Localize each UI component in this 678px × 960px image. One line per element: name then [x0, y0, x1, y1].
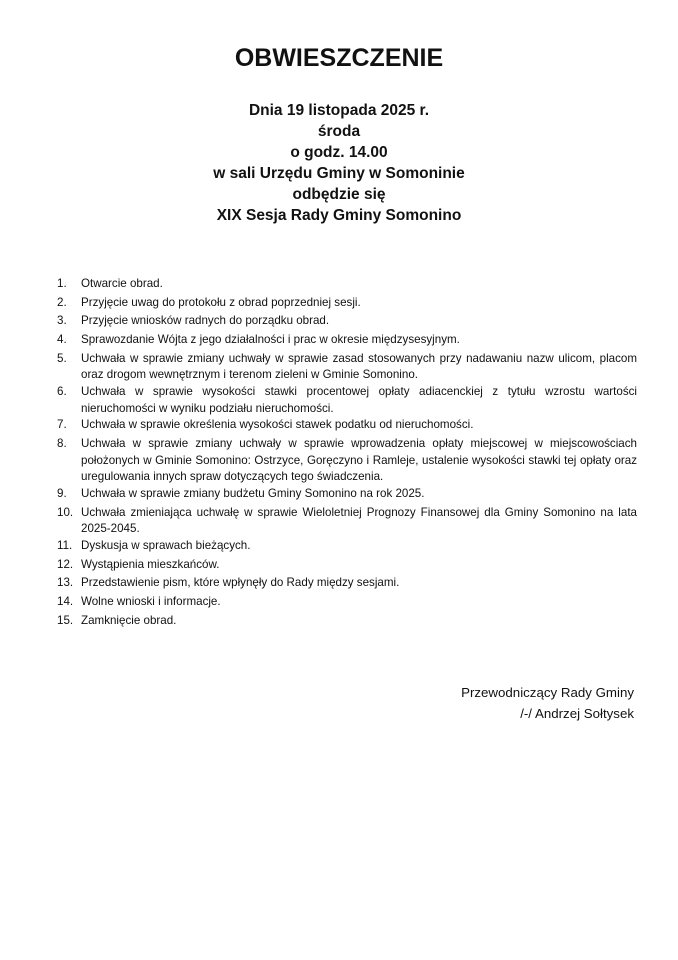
agenda-item-number: 8. [57, 437, 67, 451]
agenda-item-text: Przyjęcie wniosków radnych do porządku obrad. [81, 314, 330, 328]
agenda-item-text: Uchwała w sprawie wysokości stawki procentowej opłaty adiacenckiej z tytułu wzrostu wartości nieruchomości w wyniku podziału nieruchomości. [81, 385, 637, 415]
agenda-item-text: Uchwała w sprawie określenia wysokości stawek podatku od nieruchomości. [81, 418, 474, 432]
agenda-item-text: Uchwała zmieniająca uchwałę w sprawie Wieloletniej Prognozy Finansowej dla Gminy Somonino na lata 2025-2045. [81, 505, 637, 535]
agenda-item [57, 417, 637, 433]
agenda-item [57, 575, 637, 591]
agenda-list [57, 276, 637, 631]
agenda-item-number: 5. [57, 351, 67, 365]
agenda-item [57, 594, 637, 610]
agenda-item-text: Uchwała w sprawie zmiany uchwały w sprawie wprowadzenia opłaty miejscowej w miejscowościach położonych w Gminie Somonino: Ostrzyce, Goręczyno i Ramleje, ustalenie wysokości stawki tej opłaty oraz uregulowania innych spraw dotyczących tego świadczenia. [81, 437, 637, 483]
session-location: w sali Urzędu Gminy w Somoninie [213, 165, 465, 182]
agenda-item [57, 332, 637, 348]
agenda-item-number: 15. [57, 613, 74, 627]
agenda-item-text: Sprawozdanie Wójta z jego działalności i prac w okresie międzysesyjnym. [81, 333, 460, 347]
agenda-item-text: Uchwała w sprawie zmiany budżetu Gminy Somonino na rok 2025. [81, 486, 425, 500]
agenda-item [57, 505, 637, 538]
agenda-item-number: 13. [57, 576, 74, 590]
agenda-item [57, 351, 637, 384]
agenda-item [57, 436, 637, 485]
agenda-item [57, 276, 637, 292]
agenda-item-number: 3. [57, 314, 67, 328]
document-title: OBWIESZCZENIE [234, 44, 444, 72]
agenda-item-number: 6. [57, 385, 67, 399]
agenda-item [57, 384, 637, 417]
agenda-item [57, 613, 637, 629]
session-announcement: odbędzie się [292, 186, 386, 203]
agenda-item-number: 14. [57, 594, 74, 608]
agenda-item-number: 12. [57, 557, 74, 571]
agenda-item-number: 11. [57, 538, 73, 552]
agenda-item-text: Zamknięcie obrad. [81, 613, 177, 627]
agenda-item-text: Wystąpienia mieszkańców. [81, 557, 220, 571]
agenda-item [57, 313, 637, 329]
agenda-item-text: Otwarcie obrad. [81, 277, 163, 290]
signature-role: Przewodniczący Rady Gminy [461, 685, 634, 700]
agenda-item [57, 295, 637, 311]
signature-block [461, 682, 634, 724]
agenda-item-text: Wolne wnioski i informacje. [81, 594, 221, 608]
session-name: XIX Sesja Rady Gminy Somonino [216, 207, 462, 224]
agenda-item-text: Dyskusja w sprawach bieżących. [81, 538, 251, 552]
agenda-item-text: Przyjęcie uwag do protokołu z obrad poprzedniej sesji. [81, 295, 361, 309]
agenda-item-number: 9. [57, 486, 67, 500]
agenda-item [57, 538, 637, 554]
session-date: Dnia 19 listopada 2025 r. [248, 102, 430, 119]
session-info [0, 100, 678, 226]
agenda-item [57, 557, 637, 573]
signature-name: /-/ Andrzej Sołtysek [520, 706, 634, 721]
agenda-item-number: 1. [57, 277, 67, 290]
agenda-item [57, 486, 637, 502]
agenda-item-number: 2. [57, 295, 67, 309]
agenda-item-text: Przedstawienie pism, które wpłynęły do Rady między sesjami. [81, 576, 400, 590]
agenda-item-number: 10. [57, 505, 74, 519]
agenda-item-text: Uchwała w sprawie zmiany uchwały w sprawie zasad stosowanych przy nadawaniu nazw ulicom, placom oraz drogom wewnętrznym i terenom zieleni w Gminie Somonino. [81, 351, 637, 382]
agenda-item-number: 7. [57, 418, 67, 432]
agenda-item-number: 4. [57, 333, 67, 347]
session-weekday: środa [317, 123, 361, 140]
session-time: o godz. 14.00 [290, 144, 388, 161]
